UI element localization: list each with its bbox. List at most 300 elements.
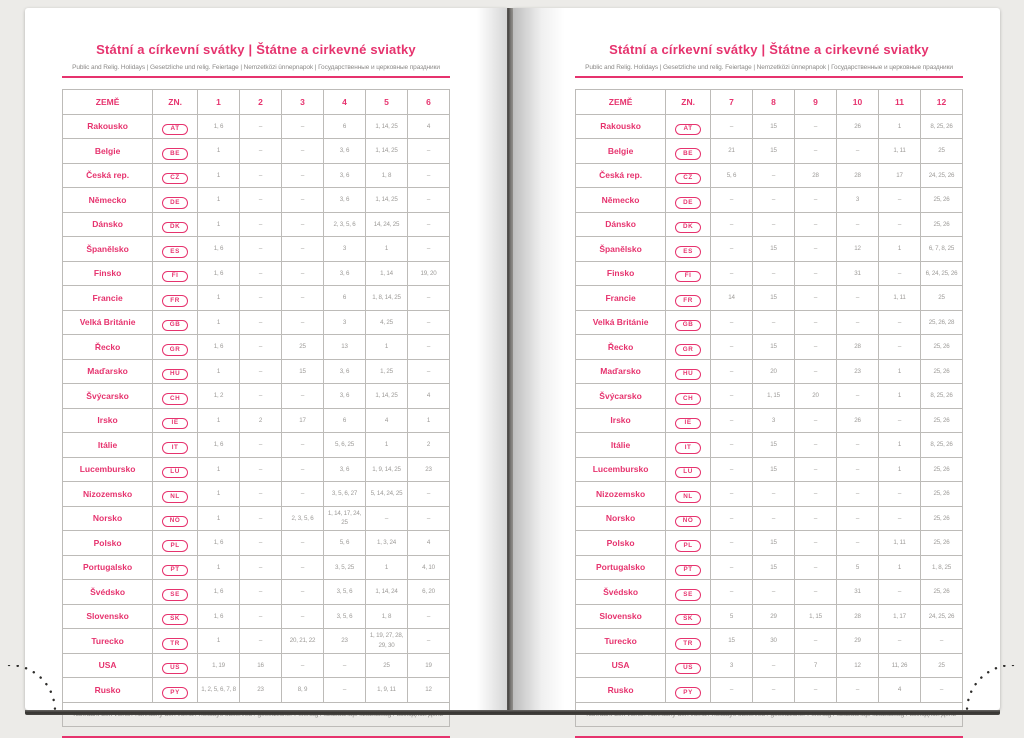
holiday-days: 20, 21, 22	[282, 629, 324, 654]
holiday-days: –	[282, 237, 324, 262]
holiday-days: 26	[837, 114, 879, 139]
holiday-days: –	[920, 629, 962, 654]
country-code-badge: PY	[162, 687, 188, 698]
holiday-days: 23	[240, 678, 282, 703]
country-code-badge: NL	[162, 491, 188, 502]
holiday-days: 20	[753, 359, 795, 384]
holiday-days: 20	[795, 384, 837, 409]
holiday-days: –	[407, 237, 449, 262]
holiday-days: 1, 9, 11	[365, 678, 407, 703]
country-name: Itálie	[63, 433, 153, 458]
holiday-days: –	[711, 237, 753, 262]
col-header-month-1: 1	[198, 90, 240, 115]
holiday-days: –	[878, 506, 920, 531]
table-row	[63, 629, 450, 654]
holiday-days: 1, 8	[365, 163, 407, 188]
holiday-days: 15	[753, 237, 795, 262]
country-code-cell	[666, 384, 711, 409]
holiday-days: –	[407, 482, 449, 507]
holiday-days: 1, 19	[198, 653, 240, 678]
country-code-cell	[153, 286, 198, 311]
table-row	[576, 139, 963, 164]
table-row	[63, 555, 450, 580]
holiday-days: –	[240, 237, 282, 262]
country-code-badge: DE	[675, 197, 701, 208]
holiday-days: 24, 25, 26	[920, 163, 962, 188]
country-code-cell	[153, 433, 198, 458]
table-row	[63, 457, 450, 482]
holiday-days: 3	[711, 653, 753, 678]
holiday-days: 1, 6	[198, 433, 240, 458]
holiday-days: 3	[753, 408, 795, 433]
holiday-days: 1	[365, 335, 407, 360]
holiday-days: –	[837, 384, 879, 409]
country-code-badge: PT	[675, 565, 701, 576]
holiday-days: –	[795, 310, 837, 335]
holiday-days: –	[878, 408, 920, 433]
country-code-badge: ES	[162, 246, 188, 257]
country-code-cell	[666, 188, 711, 213]
table-header-row	[576, 90, 963, 115]
holiday-days: –	[711, 114, 753, 139]
table-row	[576, 408, 963, 433]
holiday-days: –	[795, 286, 837, 311]
holiday-days: 25, 26	[920, 335, 962, 360]
country-name: Velká Británie	[576, 310, 666, 335]
country-code-cell	[666, 286, 711, 311]
holiday-days: 15	[753, 531, 795, 556]
holiday-days: –	[878, 482, 920, 507]
holiday-days: –	[795, 629, 837, 654]
country-code-badge: IE	[675, 418, 701, 429]
holiday-days: –	[407, 629, 449, 654]
table-row	[576, 310, 963, 335]
country-code-cell	[666, 531, 711, 556]
holiday-days: 8, 25, 26	[920, 114, 962, 139]
col-header-country: ZEMĚ	[63, 90, 153, 115]
holiday-days: 1	[198, 408, 240, 433]
country-code-badge: FR	[675, 295, 701, 306]
holiday-days: –	[753, 653, 795, 678]
country-code-badge: TR	[675, 638, 701, 649]
holiday-days: 4	[407, 531, 449, 556]
country-name: Řecko	[576, 335, 666, 360]
country-code-badge: ES	[675, 246, 701, 257]
holiday-days: 25, 26	[920, 506, 962, 531]
holiday-days: –	[407, 163, 449, 188]
holiday-days: 25, 26	[920, 531, 962, 556]
holiday-days: 12	[837, 653, 879, 678]
country-name: Maďarsko	[576, 359, 666, 384]
holiday-days: 11, 26	[878, 653, 920, 678]
country-code-cell	[666, 555, 711, 580]
holiday-days: 8, 25, 26	[920, 384, 962, 409]
holiday-days: 5, 6	[324, 531, 366, 556]
table-header-row	[63, 90, 450, 115]
country-code-cell	[153, 629, 198, 654]
country-name: USA	[576, 653, 666, 678]
country-code-badge: FI	[675, 271, 701, 282]
holiday-days: 1	[198, 359, 240, 384]
holiday-days: 3, 5, 25	[324, 555, 366, 580]
holiday-days: –	[282, 604, 324, 629]
holiday-days: –	[878, 310, 920, 335]
country-code-badge: TR	[162, 638, 188, 649]
holiday-days: 3, 6	[324, 139, 366, 164]
holiday-days: –	[878, 212, 920, 237]
country-code-badge: DK	[162, 222, 188, 233]
holiday-days: –	[711, 212, 753, 237]
country-code-badge: AT	[162, 124, 188, 135]
table-row	[576, 261, 963, 286]
holiday-days: –	[240, 188, 282, 213]
holiday-days: –	[282, 653, 324, 678]
country-code-cell	[666, 482, 711, 507]
holiday-days: 1, 14, 25	[365, 188, 407, 213]
holiday-days: 26	[837, 408, 879, 433]
holiday-days: 1, 6	[198, 604, 240, 629]
country-code-cell	[666, 629, 711, 654]
col-header-month-6: 6	[407, 90, 449, 115]
holiday-days: 3, 6	[324, 384, 366, 409]
country-code-cell	[153, 506, 198, 531]
holiday-days: 25, 26	[920, 212, 962, 237]
table-row	[576, 114, 963, 139]
country-code-cell	[153, 482, 198, 507]
holiday-days: 1, 8	[365, 604, 407, 629]
country-name: Švédsko	[63, 580, 153, 605]
holiday-days: –	[753, 482, 795, 507]
holiday-days: 3	[324, 310, 366, 335]
holiday-days: –	[795, 506, 837, 531]
holiday-days: 25	[920, 139, 962, 164]
holiday-days: 16	[240, 653, 282, 678]
country-code-badge: LU	[162, 467, 188, 478]
holiday-days: –	[407, 286, 449, 311]
country-name: Belgie	[576, 139, 666, 164]
holiday-days: 29	[837, 629, 879, 654]
country-code-badge: CZ	[162, 173, 188, 184]
country-code-cell	[666, 580, 711, 605]
holiday-days: –	[240, 335, 282, 360]
holiday-days: –	[240, 457, 282, 482]
holiday-days: 5, 6	[711, 163, 753, 188]
holiday-days: –	[282, 433, 324, 458]
country-code-badge: NL	[675, 491, 701, 502]
country-code-cell	[153, 237, 198, 262]
holiday-days: 3, 5, 6, 27	[324, 482, 366, 507]
table-row	[63, 163, 450, 188]
holiday-days: –	[711, 188, 753, 213]
col-header-month-10: 10	[837, 90, 879, 115]
holiday-days: –	[282, 310, 324, 335]
holiday-days: 1, 8, 14, 25	[365, 286, 407, 311]
holiday-days: 25, 26, 28	[920, 310, 962, 335]
holiday-days: –	[795, 433, 837, 458]
holiday-days: –	[837, 286, 879, 311]
holiday-days: 3	[324, 237, 366, 262]
holiday-days: 17	[282, 408, 324, 433]
country-code-badge: LU	[675, 467, 701, 478]
holiday-days: 1, 3, 24	[365, 531, 407, 556]
country-name: Rakousko	[576, 114, 666, 139]
country-name: Německo	[63, 188, 153, 213]
holiday-days: –	[795, 237, 837, 262]
country-code-cell	[666, 678, 711, 703]
holiday-days: 8, 9	[282, 678, 324, 703]
table-row	[576, 286, 963, 311]
holiday-days: –	[837, 678, 879, 703]
left-page	[25, 8, 507, 710]
table-row	[63, 604, 450, 629]
country-name: Rusko	[63, 678, 153, 703]
holiday-days: 2	[240, 408, 282, 433]
holiday-days: 1	[365, 555, 407, 580]
holiday-days: –	[753, 188, 795, 213]
table-row	[576, 163, 963, 188]
holidays-table-jul-dec	[575, 89, 963, 727]
country-code-badge: CH	[162, 393, 188, 404]
holiday-days: 23	[837, 359, 879, 384]
col-header-month-7: 7	[711, 90, 753, 115]
country-code-badge: SE	[162, 589, 188, 600]
holiday-days: 25, 26	[920, 408, 962, 433]
country-name: Irsko	[63, 408, 153, 433]
holiday-days: –	[324, 653, 366, 678]
country-code-cell	[666, 114, 711, 139]
table-row	[63, 359, 450, 384]
holiday-days: –	[711, 310, 753, 335]
holiday-days: –	[711, 261, 753, 286]
holiday-days: –	[324, 678, 366, 703]
holiday-days: 1	[365, 433, 407, 458]
holiday-days: 5, 14, 24, 25	[365, 482, 407, 507]
holiday-days: –	[282, 114, 324, 139]
table-row	[576, 678, 963, 703]
country-code-cell	[153, 580, 198, 605]
holiday-days: –	[795, 482, 837, 507]
country-name: Španělsko	[63, 237, 153, 262]
holiday-days: –	[711, 555, 753, 580]
holiday-days: –	[711, 506, 753, 531]
holiday-days: 4	[407, 384, 449, 409]
country-name: Španělsko	[576, 237, 666, 262]
holiday-days: –	[240, 384, 282, 409]
holiday-days: 15	[753, 433, 795, 458]
table-row	[576, 653, 963, 678]
holiday-days: –	[240, 310, 282, 335]
holiday-days: –	[795, 555, 837, 580]
holiday-days: –	[282, 139, 324, 164]
holiday-days: –	[795, 212, 837, 237]
holiday-days: –	[711, 531, 753, 556]
holiday-days: 15	[753, 286, 795, 311]
country-code-badge: GR	[162, 344, 188, 355]
holiday-days: –	[795, 261, 837, 286]
holiday-days: –	[282, 482, 324, 507]
holiday-days: –	[795, 531, 837, 556]
table-row	[576, 335, 963, 360]
holiday-days: –	[407, 604, 449, 629]
holiday-days: 3, 6	[324, 261, 366, 286]
holiday-days: 12	[837, 237, 879, 262]
holidays-table-jan-jun	[62, 89, 450, 727]
holiday-days: –	[837, 506, 879, 531]
holiday-days: –	[282, 384, 324, 409]
holiday-days: 25, 26	[920, 359, 962, 384]
holiday-days: –	[711, 335, 753, 360]
holiday-days: 6, 24, 25, 26	[920, 261, 962, 286]
holiday-days: 31	[837, 580, 879, 605]
country-name: Česká rep.	[576, 163, 666, 188]
holiday-days: –	[711, 433, 753, 458]
country-name: Švýcarsko	[63, 384, 153, 409]
country-code-badge: CH	[675, 393, 701, 404]
holiday-days: 1, 15	[795, 604, 837, 629]
holiday-days: 3, 6	[324, 188, 366, 213]
country-name: Norsko	[63, 506, 153, 531]
title-rule	[62, 76, 450, 78]
holiday-days: 15	[711, 629, 753, 654]
country-name: Rusko	[576, 678, 666, 703]
holiday-days: 25	[920, 653, 962, 678]
holiday-days: 1, 2, 5, 6, 7, 8	[198, 678, 240, 703]
holiday-days: 25, 26	[920, 482, 962, 507]
country-code-badge: GB	[675, 320, 701, 331]
country-code-badge: CZ	[675, 173, 701, 184]
holiday-days: –	[240, 531, 282, 556]
country-name: Francie	[576, 286, 666, 311]
holiday-days: –	[837, 433, 879, 458]
holiday-days: –	[282, 457, 324, 482]
table-row	[63, 212, 450, 237]
holiday-days: 25, 26	[920, 457, 962, 482]
dotted-arc-left-icon	[0, 665, 59, 712]
page-title: Státní a církevní svátky | Štátne a cirkevné sviatky	[96, 42, 416, 57]
holiday-days: 1	[878, 433, 920, 458]
holiday-days: –	[240, 629, 282, 654]
holiday-days: –	[240, 555, 282, 580]
holiday-days: 31	[837, 261, 879, 286]
holiday-days: 1, 14, 25	[365, 384, 407, 409]
holiday-days: 23	[324, 629, 366, 654]
holiday-days: –	[282, 261, 324, 286]
holiday-days: –	[240, 114, 282, 139]
holiday-days: –	[365, 506, 407, 531]
holiday-days: 25, 26	[920, 580, 962, 605]
country-name: Dánsko	[63, 212, 153, 237]
country-code-cell	[666, 359, 711, 384]
holiday-days: 4	[878, 678, 920, 703]
title-rule	[575, 76, 963, 78]
holiday-days: 1, 6	[198, 580, 240, 605]
country-code-cell	[666, 457, 711, 482]
country-code-cell	[666, 212, 711, 237]
holiday-days: 7	[795, 653, 837, 678]
holiday-days: 1	[878, 457, 920, 482]
holiday-days: 1, 14, 25	[365, 139, 407, 164]
country-code-cell	[153, 310, 198, 335]
holiday-days: 25	[282, 335, 324, 360]
holiday-days: 14, 24, 25	[365, 212, 407, 237]
table-row	[576, 629, 963, 654]
holiday-days: –	[753, 678, 795, 703]
col-header-code: ZN.	[153, 90, 198, 115]
holiday-days: –	[878, 261, 920, 286]
country-code-badge: IT	[162, 442, 188, 453]
holiday-days: 1, 6	[198, 237, 240, 262]
holiday-days: –	[837, 531, 879, 556]
table-row	[63, 384, 450, 409]
page-subtitle: Public and Relig. Holidays | Gesetzliche und relig. Feiertage | Nemzetközi ünnepnapok | Государственные и церковные праздники	[585, 64, 953, 71]
holiday-days: 1	[198, 629, 240, 654]
page-subtitle: Public and Relig. Holidays | Gesetzliche und relig. Feiertage | Nemzetközi ünnepnapok | Государственные и церковные праздники	[72, 64, 440, 71]
holiday-days: 1, 19, 27, 28, 29, 30	[365, 629, 407, 654]
holiday-days: 25	[920, 286, 962, 311]
holiday-days: 1, 11	[878, 139, 920, 164]
country-code-badge: GB	[162, 320, 188, 331]
holiday-days: –	[407, 335, 449, 360]
holiday-days: –	[282, 286, 324, 311]
holiday-days: –	[240, 139, 282, 164]
holiday-days: 6, 20	[407, 580, 449, 605]
col-header-month-9: 9	[795, 90, 837, 115]
holiday-days: –	[282, 531, 324, 556]
country-name: Portugalsko	[576, 555, 666, 580]
country-code-cell	[153, 653, 198, 678]
holiday-days: –	[837, 212, 879, 237]
col-header-month-3: 3	[282, 90, 324, 115]
holiday-days: 1, 25	[365, 359, 407, 384]
country-name: USA	[63, 653, 153, 678]
holiday-days: 1	[878, 384, 920, 409]
country-code-badge: GR	[675, 344, 701, 355]
holiday-days: –	[407, 188, 449, 213]
holiday-days: 8, 25, 26	[920, 433, 962, 458]
holiday-days: –	[711, 678, 753, 703]
country-name: Německo	[576, 188, 666, 213]
country-code-badge: NO	[675, 516, 701, 527]
holiday-days: 28	[837, 335, 879, 360]
holiday-days: –	[837, 310, 879, 335]
table-row	[63, 531, 450, 556]
table-row	[63, 237, 450, 262]
country-name: Polsko	[576, 531, 666, 556]
holiday-days: 1	[198, 163, 240, 188]
holiday-days: 28	[837, 604, 879, 629]
country-code-cell	[153, 531, 198, 556]
country-name: Polsko	[63, 531, 153, 556]
country-name: Švýcarsko	[576, 384, 666, 409]
country-code-badge: SK	[162, 614, 188, 625]
holiday-days: –	[240, 261, 282, 286]
holiday-days: 4	[365, 408, 407, 433]
holiday-days: –	[407, 506, 449, 531]
table-row	[63, 653, 450, 678]
holiday-days: 24, 25, 26	[920, 604, 962, 629]
holiday-days: 1	[198, 310, 240, 335]
country-code-cell	[153, 163, 198, 188]
holiday-days: 29	[753, 604, 795, 629]
holiday-days: –	[753, 310, 795, 335]
country-name: Finsko	[576, 261, 666, 286]
holiday-days: –	[753, 212, 795, 237]
table-row	[576, 580, 963, 605]
holiday-days: 3, 5, 6	[324, 580, 366, 605]
country-code-cell	[153, 408, 198, 433]
country-code-badge: PY	[675, 687, 701, 698]
holiday-days: 1, 6	[198, 114, 240, 139]
